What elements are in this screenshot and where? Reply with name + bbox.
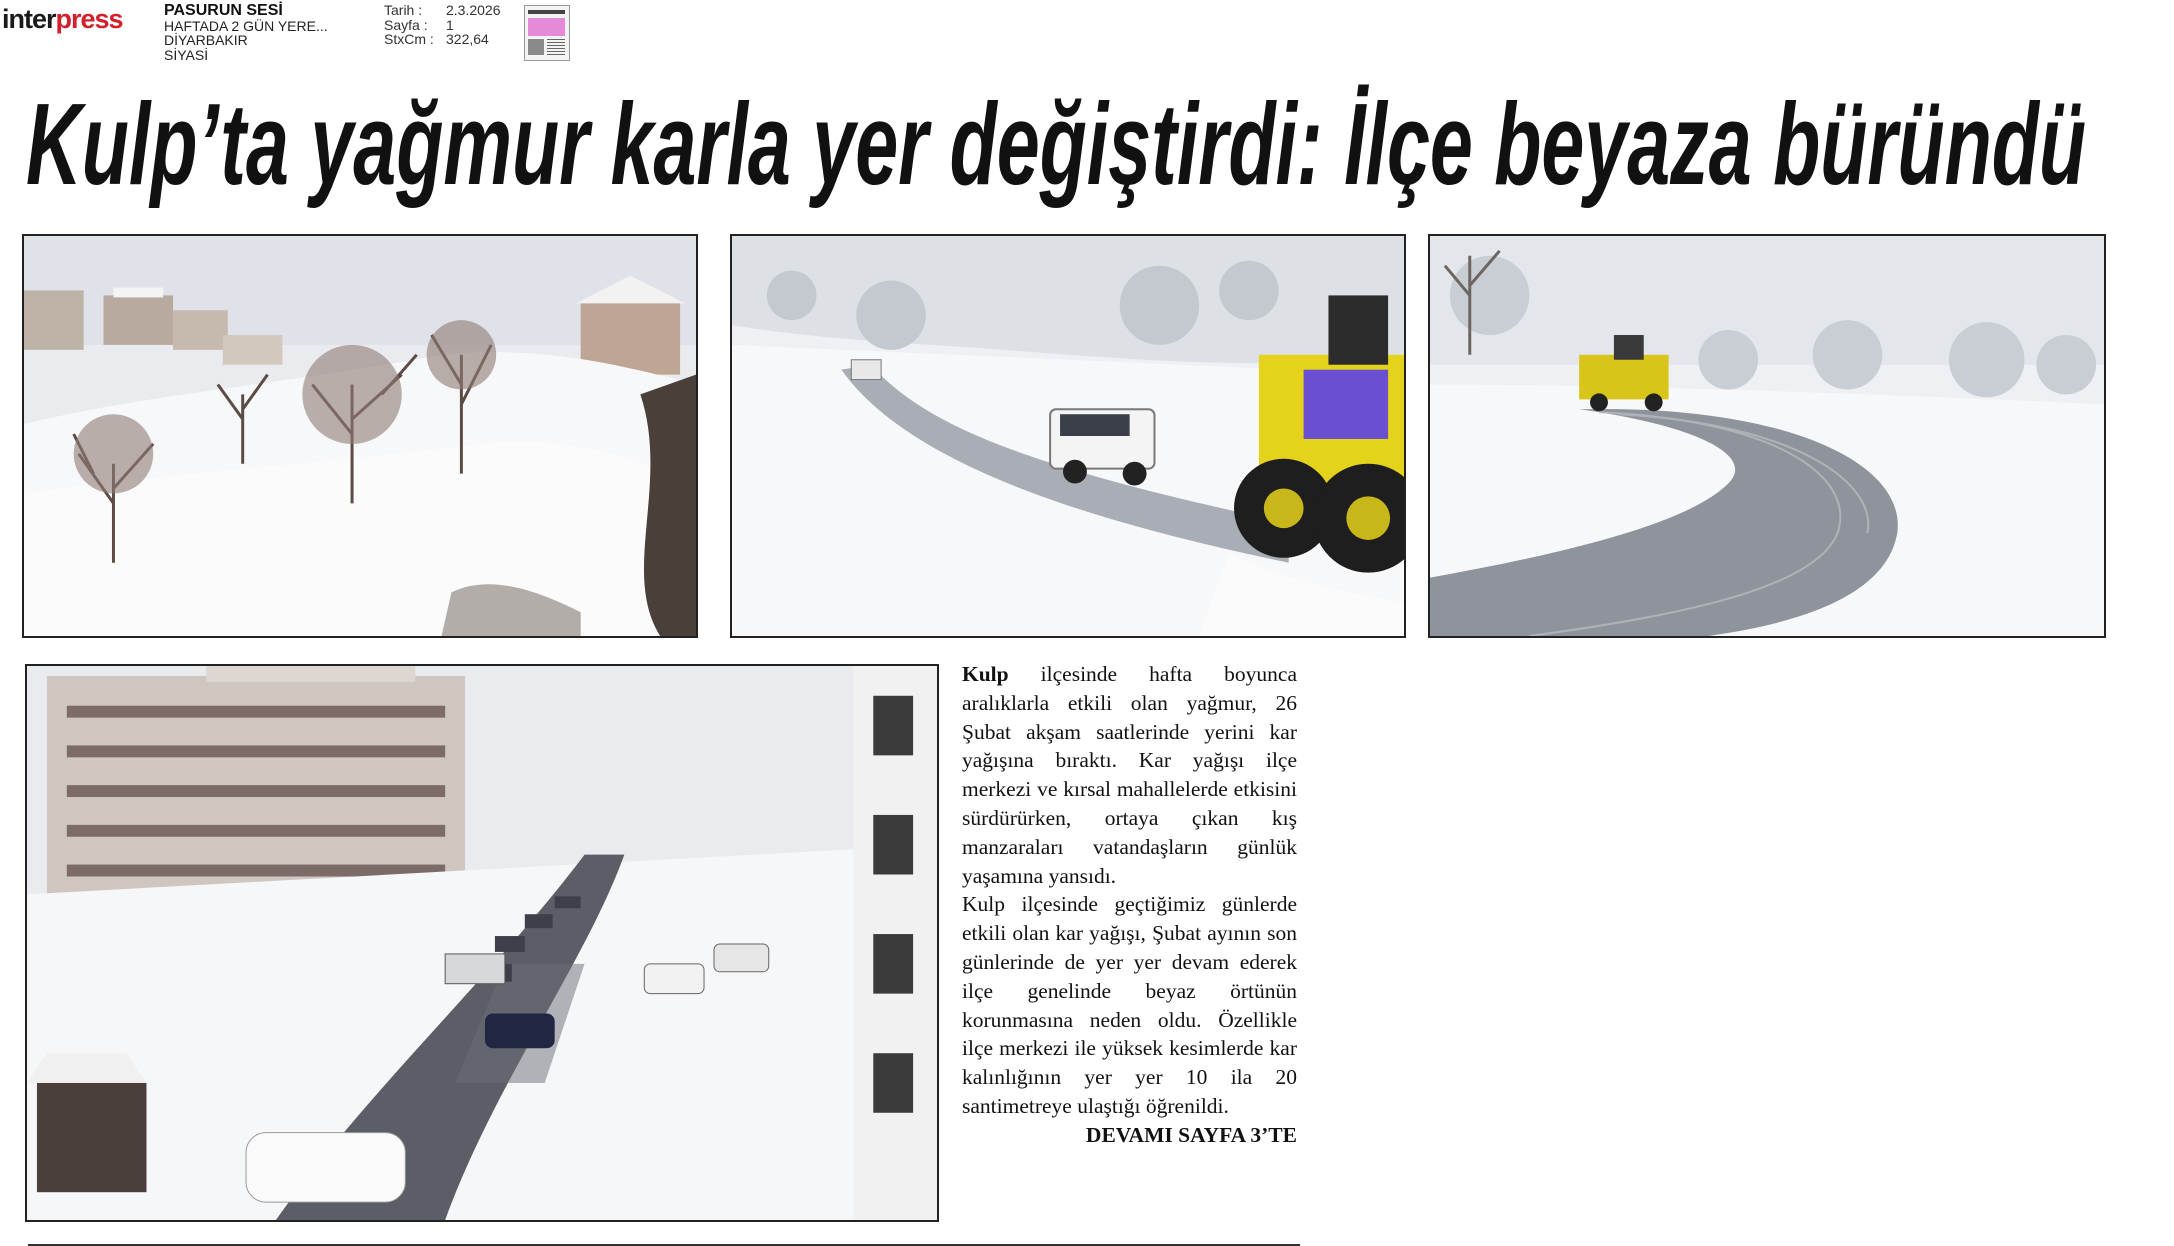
- page-value: 1: [446, 16, 454, 33]
- interpress-logo: [2, 4, 123, 34]
- headline-text: Kulp’ta yağmur karla yer değiştirdi: İlçe beyaza büründü: [26, 79, 2086, 209]
- publication-name: PASURUN SESİ: [164, 2, 283, 19]
- publication-frequency: HAFTADA 2 GÜN YERE...: [164, 17, 328, 34]
- publication-category: SİYASİ: [164, 46, 209, 63]
- continued-on-page-3[interactable]: DEVAMI SAYFA 3’TE: [1085, 1122, 1297, 1147]
- clipping-meta: [384, 3, 501, 47]
- photo-snowy-village: [22, 234, 698, 638]
- publication-info: [164, 4, 328, 62]
- size-value: 322,64: [446, 31, 489, 47]
- page-label: Sayfa :: [384, 16, 428, 33]
- article-paragraph-2: Kulp ilçesinde geçtiğimiz günlerde etkili olan kar yağışı, Şubat ayının son günlerinde de yer yer devam ederek ilçe genelinde beyaz örtünün korunmasına neden oldu. Özellikle ilçe merkezi ile yüksek kesimlerde kar kalınlığının yer yer 10 ila 20 santimetreye ulaştığı öğrenildi.: [962, 892, 1297, 1118]
- logo-text-press: press: [55, 4, 123, 34]
- date-value: 2.3.2026: [446, 2, 501, 18]
- photo-snowy-road-curve: [1428, 234, 2106, 638]
- date-label: Tarih :: [384, 2, 423, 18]
- article-body: [962, 660, 1297, 1150]
- publication-city: DİYARBAKIR: [164, 32, 248, 48]
- logo-text-inter: inter: [2, 4, 56, 34]
- photo-apartments-snowy-street: [25, 664, 939, 1222]
- article-paragraph-1-text: ilçesinde hafta boyunca aralıklarla etkili olan yağmur, 26 Şubat akşam saatlerinde yerini kar yağışına bıraktı. Kar yağışı ilçe merkezi ve kırsal mahallelerde etkisini sürdürürken, ortaya çıkan kış manzaraları vatandaşların günlük yaşamına yansıdı.: [962, 662, 1297, 888]
- page-thumbnail[interactable]: [524, 5, 570, 61]
- size-label: StxCm :: [384, 31, 434, 47]
- article-paragraph-1: [962, 660, 1297, 890]
- headline: [26, 72, 2146, 212]
- photo-snow-grader-pickup: [730, 234, 1406, 638]
- article-lead-word: Kulp: [962, 662, 1009, 686]
